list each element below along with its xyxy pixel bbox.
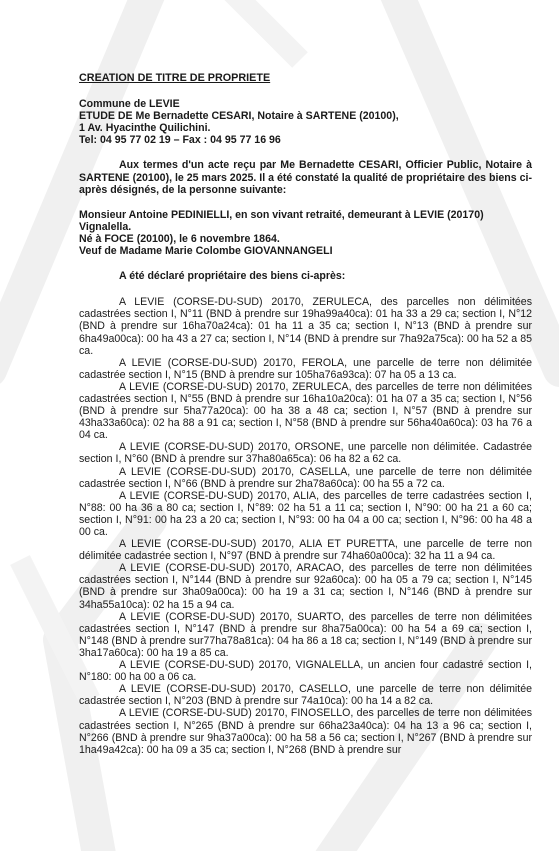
parcel-entry: A LEVIE (CORSE-DU-SUD) 20170, VIGNALELLA, un ancien four cadastré section I, N°180: 00 ha 00 a 06 ca. (79, 659, 532, 684)
parcel-entry: A LEVIE (CORSE-DU-SUD) 20170, CASELLO, une parcelle de terre non délimitée cadastrée section I, N°203 (BND à prendre sur 74a10ca): 00 ha 14 a 82 ca. (79, 683, 532, 708)
address-line: 1 Av. Hyacinthe Quilichini. (79, 122, 211, 135)
parcel-entry: A LEVIE (CORSE-DU-SUD) 20170, FINOSELLO, des parcelles de terre non délimitées cadastrées section I, N°265 (BND à prendre sur 66ha23a40ca): 04 ha 13 a 96 ca; section I, N°266 (BND à prendre sur 9ha37a00ca): 00 ha 58 a 56 ca; section I, N°267 (BND à prendre sur 1ha49a42ca): 00 ha 09 a 35 ca; section I, N°268 (BND à prendre sur (79, 707, 532, 756)
parcel-list (79, 296, 532, 756)
parcel-entry: A LEVIE (CORSE-DU-SUD) 20170, ZERULECA, des parcelles non délimitées cadastrées section I, N°11 (BND à prendre sur 19ha99a40ca): 01 ha 33 a 29 ca; section I, N°12 (BND à prendre sur 16ha70a24ca): 01 ha 11 a 35 ca; section I, N°13 (BND à prendre sur 6ha49a00ca): 00 ha 43 a 27 ca; section I, N°14 (BND à prendre sur 7ha92a75ca): 00 ha 52 a 85 ca. (79, 296, 532, 357)
notice-title: CREATION DE TITRE DE PROPRIETE (79, 72, 271, 84)
parcel-entry: A LEVIE (CORSE-DU-SUD) 20170, ZERULECA, des parcelles de terre non délimitées cadastrées section I, N°55 (BND à prendre sur 16ha10a20ca): 01 ha 07 a 35 ca; section I, N°56 (BND à prendre sur 5ha77a20ca): 00 ha 38 a 48 ca; section I, N°57 (BND à prendre sur 43ha33a60ca): 02 ha 88 a 91 ca; section I, N°58 (BND à prendre sur 56ha40a60ca): 03 ha 76 a 04 ca. (79, 380, 532, 442)
parcel-entry: A LEVIE (CORSE-DU-SUD) 20170, ORSONE, une parcelle non délimitée. Cadastrée section I, N°60 (BND à prendre sur 37ha80a65ca): 06 ha 82 a 62 ca. (79, 441, 532, 466)
owner-block (79, 209, 532, 257)
declared-heading: A été déclaré propriétaire des biens ci-après: (119, 270, 346, 283)
owner-birth-line: Né à FOCE (20100), le 6 novembre 1864. (79, 232, 280, 245)
parcel-entry: A LEVIE (CORSE-DU-SUD) 20170, ALIA, des parcelles de terre cadastrées section I, N°88: 00 ha 36 a 80 ca; section I, N°89: 02 ha 51 a 11 ca; section I, N°90: 00 ha 21 a 60 ca; section I, N°91: 00 ha 23 a 20 ca; section I, N°93: 00 ha 04 a 00 ca; section I, N°96: 00 ha 48 a 00 ca. (79, 489, 532, 538)
parcel-entry: A LEVIE (CORSE-DU-SUD) 20170, CASELLA, une parcelle de terre non délimitée cadastrée section I, N°66 (BND à prendre sur 2ha78a60ca): 00 ha 55 a 72 ca. (79, 465, 532, 490)
owner-status-line: Veuf de Madame Marie Colombe GIOVANNANGELI (79, 245, 333, 258)
owner-name-line: Monsieur Antoine PEDINIELLI, en son vivant retraité, demeurant à LEVIE (20170) Vignalella. (79, 208, 484, 233)
notice-document (79, 72, 532, 756)
notary-office-line: ETUDE DE Me Bernadette CESARI, Notaire à SARTENE (20100), (79, 110, 399, 123)
parcel-entry: A LEVIE (CORSE-DU-SUD) 20170, SUARTO, des parcelles de terre non délimitées cadastrées section I, N°147 (BND à prendre sur 8ha75a00ca): 00 ha 54 a 69 ca; section I, N°148 (BND à prendre sur77ha78a81ca): 04 ha 86 a 18 ca; section I, N°149 (BND à prendre sur 3ha17a60ca): 00 ha 19 a 85 ca. (79, 610, 532, 659)
notary-header (79, 98, 532, 146)
commune-line: Commune de LEVIE (79, 98, 180, 111)
parcel-entry: A LEVIE (CORSE-DU-SUD) 20170, ALIA ET PURETTA, une parcelle de terre non délimitée cadastrée section I, N°97 (BND à prendre sur 74ha60a00ca): 32 ha 11 a 94 ca. (79, 538, 532, 563)
parcel-entry: A LEVIE (CORSE-DU-SUD) 20170, FEROLA, une parcelle de terre non délimitée cadastrée section I, N°15 (BND à prendre sur 105ha76a93ca): 07 ha 05 a 13 ca. (79, 356, 532, 381)
contact-line: Tel: 04 95 77 02 19 – Fax : 04 95 77 16 96 (79, 134, 281, 147)
parcel-entry: A LEVIE (CORSE-DU-SUD) 20170, ARACAO, des parcelles de terre non délimitées cadastrées section I, N°144 (BND à prendre sur 92a60ca): 00 ha 05 a 79 ca; section I, N°145 (BND à prendre sur 3ha09a00ca): 00 ha 19 a 31 ca; section I, N°146 (BND à prendre sur 34ha55a10ca): 02 ha 15 a 94 ca. (79, 562, 532, 611)
intro-paragraph: Aux termes d'un acte reçu par Me Bernadette CESARI, Officier Public, Notaire à SARTENE (20100), le 25 mars 2025. Il a été constaté la qualité de propriétaire des biens ci-après désignés, de la personne suivante: (79, 159, 532, 196)
